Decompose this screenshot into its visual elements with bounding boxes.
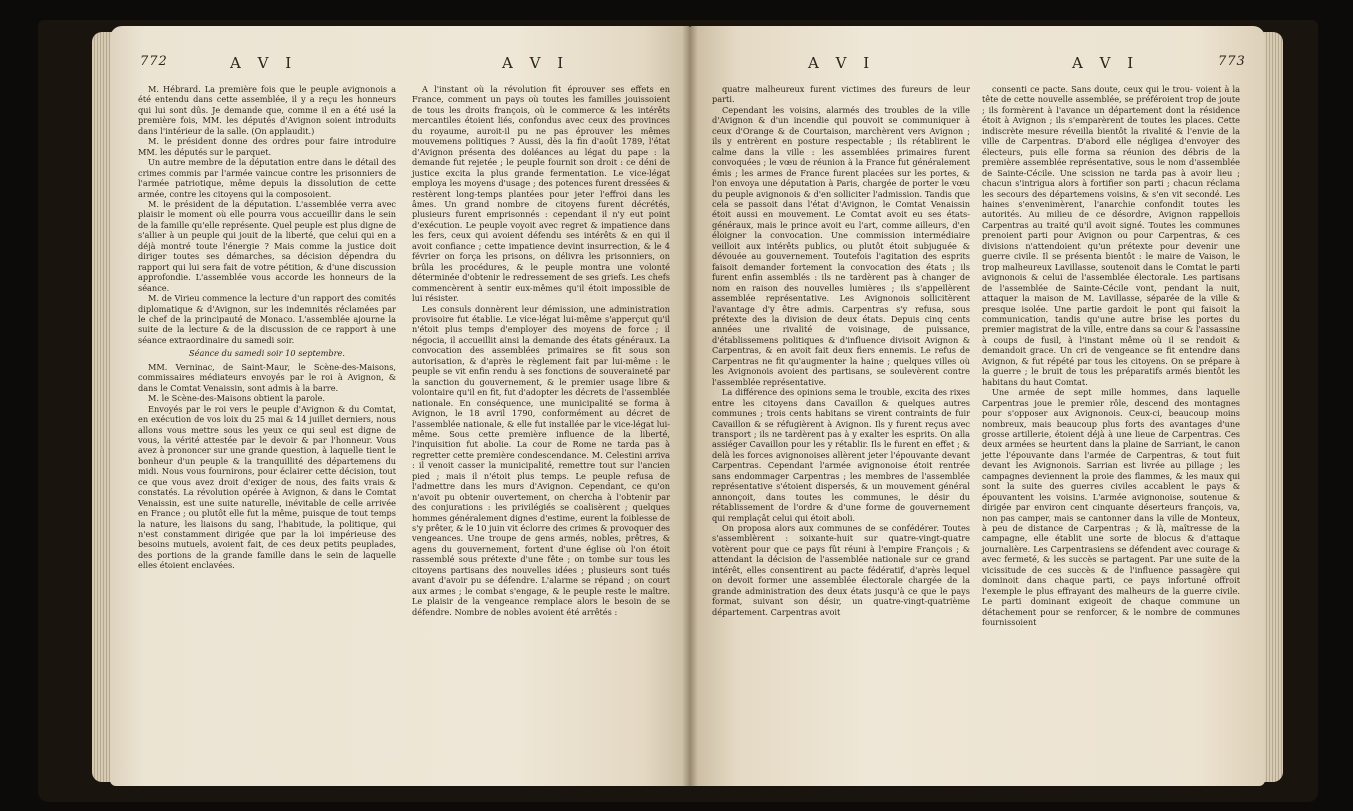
paragraph: Une armée de sept mille hommes, dans laquelle Carpentras joue le premier rôle, descend des montagnes pour s'opposer aux Avignonois. Ceux-ci, beaucoup moins nombreux, mais beaucoup plus forts des avantages d'une grosse artillerie, étoient déjà à une lieue de Carpentras. Ces deux armées se heurtent dans la plaine de Sarriant, le canon jette l'épouvante dans l'armée de Carpentras, & tout fuit devant les Avignonois. Sarrian est livrée au pillage ; les campagnes deviennent la proie des flammes, & les maux qui sont la suite des guerres civiles accablent le pays & épouvantent les voisins. L'armée avignonoise, soutenue & dirigée par environ cent cinquante déserteurs françois, va, non pas camper, mais se cantonner dans la ville de Monteux, à peu de distance de Carpentras ; & là, maîtresse de la campagne, elle établit une sorte de blocus & d'attaque journalière. Les Carpentrasiens se défendent avec courage & avec fermeté, & les succès se partagent. Par une suite de la vicissitude de ces succès & de l'influence passagère qui dominoit dans chaque parti, ce pays infortuné offroit l'exemple le plus effrayant des malheurs de la guerre civile. Le parti dominant exigeoit de chaque commune un détachement pour se renforcer, & le nombre de communes fournissoient (982, 387, 1240, 628)
paragraph: M. le président donne des ordres pour faire introduire MM. les députés sur le parquet. (138, 136, 396, 157)
paragraph: Les consuls donnèrent leur démission, une administration provisoire fut établie. Le vice-légat lui-même s'apperçut qu'il n'étoit plus temps d'employer des moyens de force ; il négocia, il accueillit ainsi la demande des états généraux. La convocation des assemblées primaires se fit sous son autorisation, & d'après le règlement fait par lui-même : le peuple se vit enfin rendu à ses fonctions de souveraineté par la sanction du gouvernement, & le premier usage libre & volontaire qu'il en fit, fut d'adopter les décrets de l'assemblée nationale. En conséquence, une municipalité se forma à Avignon, le 18 avril 1790, conformément au décret de l'assemblée nationale, & elle fut installée par le vice-légat lui-même. Sous cette première influence de la liberté, l'inquisition fut abolie. La cour de Rome ne tarda pas à regretter cette première condescendance. M. Celestini arriva : il venoit casser la municipalité, remettre tout sur l'ancien pied ; mais il n'étoit plus temps. Le peuple refusa de l'admettre dans les murs d'Avignon. Cependant, ce qu'on n'avoit pu obtenir ouvertement, on chercha à l'obtenir par des conjurations : les privilégiés se coalisèrent ; quelques hommes généralement dignes d'estime, eurent la foiblesse de s'y prêter, & le 10 juin vit éclorre des crimes & provoquer des vengeances. Une troupe de gens armés, nobles, prêtres, & agens du gouvernement, fortent d'une église où l'on étoit rassemblé sous prétexte d'une fête ; on tombe sur tous les citoyens partisans des nouvelles idées ; plusieurs sont tués avant d'avoir pu se défendre. L'alarme se répand ; on court aux armes ; le combat s'engage, & le peuple reste le maître. Le plaisir de la vengeance remplace alors le besoin de se défendre. Nombre de nobles avoient été arrêtés : (412, 303, 670, 617)
left-page-column-2 (412, 84, 670, 617)
paragraph: quatre malheureux furent victimes des fureurs de leur parti. (712, 84, 970, 105)
paragraph: MM. Verninac, de Saint-Maur, le Scène-des-Maisons, commissaires médiateurs envoyés par le roi à Avignon, & dans le Comtat Venaissin, sont admis à la barre. (138, 361, 396, 393)
right-page-header (690, 52, 1265, 78)
right-page-column-1 (712, 84, 970, 617)
right-page (690, 26, 1265, 786)
right-running-head-2: A V I (1072, 54, 1140, 72)
left-page (110, 26, 690, 786)
right-page-number: 773 (1218, 54, 1246, 69)
left-running-head-2: A V I (502, 54, 570, 72)
paragraph: M. le Scène-des-Maisons obtient la parole. (148, 393, 325, 404)
paragraph: On proposa alors aux communes de se confédérer. Toutes s'assemblèrent : soixante-huit sur quatre-vingt-quatre votèrent pour que ce pays fût réuni à l'empire François ; & attendant la décision de l'assemblée nationale sur ce grand intérêt, elles consentirent au pacte fédératif, d'après lequel on devoit former une assemblée électorale chargée de la grande administration des deux états jusqu'à ce que le pays format, suivant son désir, un quatre-vingt-quatrième département. Carpentras avoit (712, 523, 970, 617)
left-page-number: 772 (140, 54, 168, 69)
left-page-edges (92, 32, 112, 782)
section-heading: Séance du samedi soir 10 septembre. (189, 348, 345, 359)
paragraph: M. Hébrard. La première fois que le peuple avignonois a été entendu dans cette assemblée, il y a reçu les honneurs qui lui sont dûs. Je demande que, comme il en a été usé la première fois, MM. les députés d'Avignon soient introduits dans l'intérieur de la salle. (On applaudit.) (138, 84, 396, 136)
paragraph: Un autre membre de la députation entre dans le détail des crimes commis par l'armée vaincue contre les prisonniers de l'armée patriotique, même depuis la dissolution de cette armée, contre les citoyens qui la composoient. (138, 157, 396, 199)
right-page-column-2 (982, 84, 1240, 628)
paragraph: A l'instant où la révolution fit éprouver ses effets en France, comment un pays où toutes les familles jouissoient de tous les droits françois, où le commerce & les intérêts mercantiles étoient liés, confondus avec ceux des provinces du royaume, auroit-il pu ne pas éprouver les mêmes mouvemens politiques ? Aussi, dès la fin d'août 1789, l'état d'Avignon présenta des doléances au légat du pape : la demande fut rejetée ; le peuple fournit son droit : ce déni de justice excita la plus grande fermentation. Le vice-légat employa les moyens d'usage ; des potences furent dressées & restèrent long-temps plantées pour jeter l'effroi dans les âmes. Un grand nombre de citoyens furent décrétés, plusieurs furent emprisonnés : cependant il n'y eut point d'exécution. Le peuple voyoit avec regret & impatience dans les fers, ceux qui avoient défendu ses intérêts & en qui il avoit confiance ; cette impatience devint insurrection, & le 4 février on força les prisons, on délivra les prisonniers, on brûla les procédures, & le peuple montra une volonté déterminée d'obtenir le redressement de ses griefs. Les chefs commencèrent à sentir eux-mêmes qu'il étoit impossible de lui résister. (412, 84, 670, 304)
book-gutter (682, 26, 698, 786)
paragraph: M. le président de la députation. L'assemblée verra avec plaisir le moment où elle pourra vous accueillir dans le sein de la famille qu'elle représente. Quel peuple est plus digne de s'allier à un peuple qui jouit de la liberté, que celui qui en a déjà montré toute l'énergie ? Mais comme la justice doit diriger toutes ses démarches, sa décision dépendra du rapport qui lui sera fait de votre pétition, & d'une discussion approfondie. L'assemblée vous accorde les honneurs de la séance. (138, 198, 396, 293)
left-running-head-1: A V I (230, 54, 298, 72)
right-page-edges (1263, 32, 1283, 782)
left-page-column-1 (138, 84, 396, 571)
right-running-head-1: A V I (808, 54, 876, 72)
paragraph: La différence des opinions sema le trouble, excita des rixes entre les citoyens dans Cavaillon & quelques autres communes ; trois cents habitans se virent contraints de fuir Cavaillon & se réfugièrent à Avignon. Ils y furent reçus avec transport ; ils ne tardèrent pas à y exalter les esprits. On alla assiéger Cavaillon pour les y rétablir. Ils le furent en effet ; & delà les forces avignonoises allèrent jeter l'épouvante devant Carpentras. Cependant l'armée avignonoise étoit rentrée sans endommager Carpentras ; les membres de l'assemblée représentative s'étoient dispersés, & un mouvement général annonçoit, dans toutes les communes, le désir du rétablissement de l'ordre & d'une forme de gouvernement qui remplaçât celui qui étoit aboli. (712, 387, 970, 523)
left-page-header (110, 52, 690, 78)
paragraph: consenti ce pacte. Sans doute, ceux qui le trou- voient à la tête de cette nouvelle assemblée, se préféroient trop de joute ; ils formèrent à l'avance un département dont la résidence étoit à Avignon ; ils s'emparèrent de toutes les places. Cette indiscrète mesure réveilla bientôt la rivalité & l'envie de la ville de Carpentras. D'abord elle négligea d'envoyer des électeurs, puis elle forma sa réunion des débris de la première assemblée représentative, sous le nom d'assemblée de Sainte-Cécile. Une scission ne tarda pas à avoir lieu ; chacun s'intrigua alors à fortifier son parti ; chacun réclama les secours des départemens voisins, & s'en vit secondé. Les haines s'envenimèrent, l'anarchie confondit toutes les autorités. Au milieu de ce désordre, Avignon rappellois Carpentras au traité qu'il avoit signé. Toutes les communes prenoient parti pour Avignon ou pour Carpentras, & ces divisions n'attendoient qu'un prétexte pour devenir une guerre civile. Il se présenta bientôt : le maire de Vaison, le trop malheureux Lavillasse, soutenoit dans le Comtat le parti avignonois & celui de l'assemblée électorale. Les partisans de l'assemblée de Sainte-Cécile vont, pendant la nuit, attaquer la maison de M. Lavillasse, séparée de la ville & presque isolée. Une partie gardoit le pont qui faisoit la communication, tandis qu'une autre brise les portes du premier magistrat de la ville, entre dans sa cour & l'assassine à coups de fusil, à l'instant même où il se rendoit & demandoit grace. Un cri de vengeance se fit entendre dans Avignon, & fut répété par tous les citoyens. On se prépare à la guerre ; le bruit de tous les préparatifs armés bientôt les habitans du haut Comtat. (982, 84, 1240, 387)
paragraph: Envoyés par le roi vers le peuple d'Avignon & du Comtat, en exécution de vos loix du 25 mai & 14 juillet derniers, nous allons vous mettre sous les yeux ce qui seul est digne de vous, la vérité attestée par le devoir & par l'honneur. Vous avez à prononcer sur une grande question, à laquelle tient le bonheur d'un peuple & la tranquillité des départemens du midi. Nous vous fournirons, pour éclairer cette décision, tout ce que vous avez droit d'exiger de nous, des faits vrais & constatés. La révolution opérée à Avignon, & dans le Comtat Venaissin, est une suite naturelle, inévitable de celle arrivée en France ; ou plutôt elle fut la même, puisque de tout temps la nature, les liaisons du sang, l'habitude, la politique, qui n'est constamment dirigée que par la loi impérieuse des besoins mutuels, avoient fait, de ces deux petits peuplades, des portions de la grande famille dans le sein de laquelle elles étoient enclavées. (138, 403, 396, 571)
paragraph: M. de Virieu commence la lecture d'un rapport des comités diplomatique & d'Avignon, sur les indemnités réclamées par le chef de la principauté de Monaco. L'assemblée ajourne la suite de la lecture & de la discussion de ce rapport à une séance extraordinaire du samedi soir. (138, 293, 396, 345)
paragraph: Cependant les voisins, alarmés des troubles de la ville d'Avignon & d'un incendie qui pouvoit se communiquer à ceux d'Orange & de Courtaison, marchèrent vers Avignon ; ils y entrèrent en posture respectable ; ils rétablirent le calme dans la ville : les assemblées primaires furent convoquées ; le vœu de réunion à la France fut généralement émis ; les armes de France furent placées sur les portes, & l'on envoya une députation à Paris, chargée de porter le vœu du peuple avignonois & d'en solliciter l'admission. Tandis que cela se passoit dans l'état d'Avignon, le Comtat Venaissin étoit aussi en mouvement. Le Comtat avoit eu ses états-généraux, mais le prince avoit eu l'art, comme ailleurs, d'en éloigner la convocation. Une commission intermédiaire veilloit aux intérêts publics, ou plutôt étoit subjuguée & dévouée au gouvernement. Toutefois l'agitation des esprits faisoit demander fortement la convocation des états ; ils furent enfin assemblés : ils ne tardèrent pas à changer de nom en raison des nouvelles lumières ; ils s'appellèrent assemblée représentative. Les Avignonois sollicitèrent l'avantage d'y être admis. Carpentras s'y refusa, sous prétexte des la division de deux états. Depuis cinq cents années une rivalité de voisinage, de puissance, d'établissemens politiques & d'influence divisoit Avignon & Carpentras, & en avoit fait deux fiers ennemis. Le refus de Carpentras ne fit qu'augmenter la haine ; quelques villes où les Avignonois avoient des partisans, se soulevèrent contre l'assemblée représentative. (712, 104, 970, 387)
